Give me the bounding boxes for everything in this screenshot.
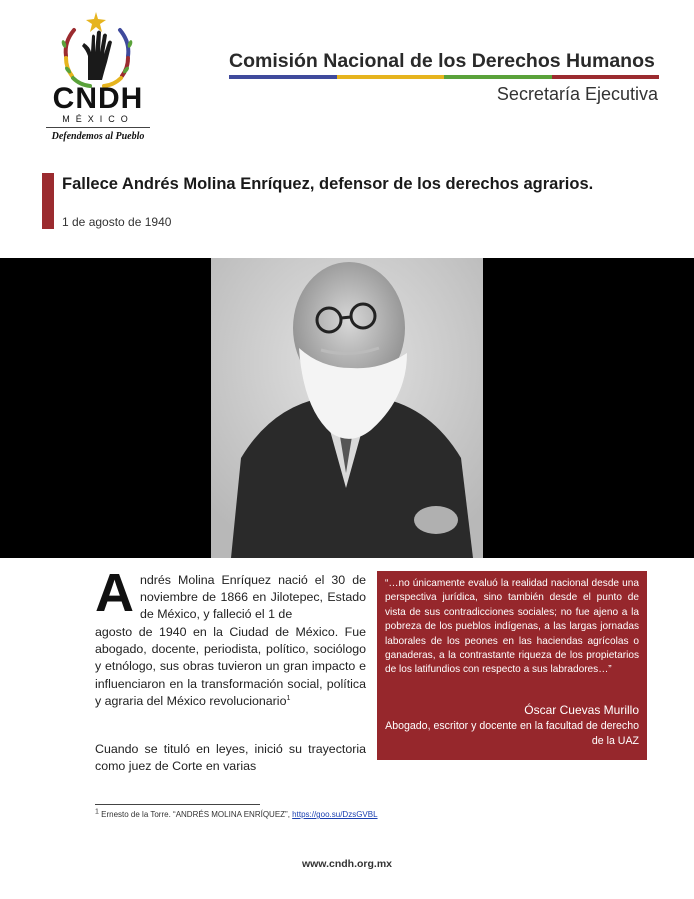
website-footer[interactable]: www.cndh.org.mx bbox=[301, 858, 393, 870]
portrait-photo bbox=[211, 258, 483, 558]
quote-author-role: Abogado, escritor y docente en la facultad de derecho de la UAZ bbox=[385, 720, 639, 747]
organization-title: Comisión Nacional de los Derechos Humanos bbox=[229, 50, 655, 72]
color-bar-segment bbox=[337, 75, 445, 79]
footnote-divider bbox=[95, 804, 260, 805]
paragraph-1-text: agosto de 1940 en la Ciudad de México. Fue abogado, docente, periodista, político, sociólogo y etnólogo, sus obras tuvieron un gran impacto e influenciaron en la transformación social, política y agraria del México revolucionario bbox=[95, 625, 366, 708]
paragraph-1-opening: ndrés Molina Enríquez nació el 30 de noviembre de 1866 en Jilotepec, Estado de México, y falleció el 1 de bbox=[140, 573, 366, 622]
logo-motto: Defendemos al Pueblo bbox=[51, 131, 145, 142]
footnote-text: Ernesto de la Torre. “ANDRÉS MOLINA ENRÍQUEZ”, bbox=[101, 810, 290, 819]
logo-country: MÉXICO bbox=[62, 114, 134, 124]
title-accent-bar bbox=[42, 173, 54, 229]
page-date: 1 de agosto de 1940 bbox=[62, 215, 172, 229]
footnote-link[interactable]: https://goo.su/DzsGVBL bbox=[292, 810, 378, 819]
organization-subtitle: Secretaría Ejecutiva bbox=[496, 84, 658, 104]
quote-text: “…no únicamente evaluó la realidad nacional desde una perspectiva jurídica, sino también desde el punto de vista de sus contradicciones sociales; no fue ajeno a la pobreza de los pueblos indígenas, a las largas jornadas laborales de los peones en las haciendas agrícolas o ganaderas, a la contrastante riqueza de los propietarios de los latifundios con respecto a sus labradores…” bbox=[385, 578, 639, 676]
color-bar-segment bbox=[229, 75, 337, 79]
paragraph-2: Cuando se tituló en leyes, inició su trayectoria como juez de Corte en varias bbox=[95, 742, 366, 774]
drop-cap: A bbox=[95, 563, 134, 623]
paragraph-1-body bbox=[95, 624, 366, 710]
footnote-mark: 1 bbox=[95, 808, 99, 816]
footnote-reference[interactable]: 1 bbox=[286, 694, 291, 702]
color-bar-segment bbox=[444, 75, 552, 79]
color-bar bbox=[229, 75, 659, 79]
page-title: Fallece Andrés Molina Enríquez, defensor de los derechos agrarios. bbox=[62, 175, 594, 193]
logo-divider bbox=[46, 127, 150, 128]
color-bar-segment bbox=[552, 75, 660, 79]
quote-author: Óscar Cuevas Murillo bbox=[524, 703, 639, 717]
raised-hand-wreath-icon bbox=[56, 22, 138, 88]
logo-wordmark: CNDH bbox=[52, 82, 144, 115]
footnote bbox=[95, 810, 378, 819]
